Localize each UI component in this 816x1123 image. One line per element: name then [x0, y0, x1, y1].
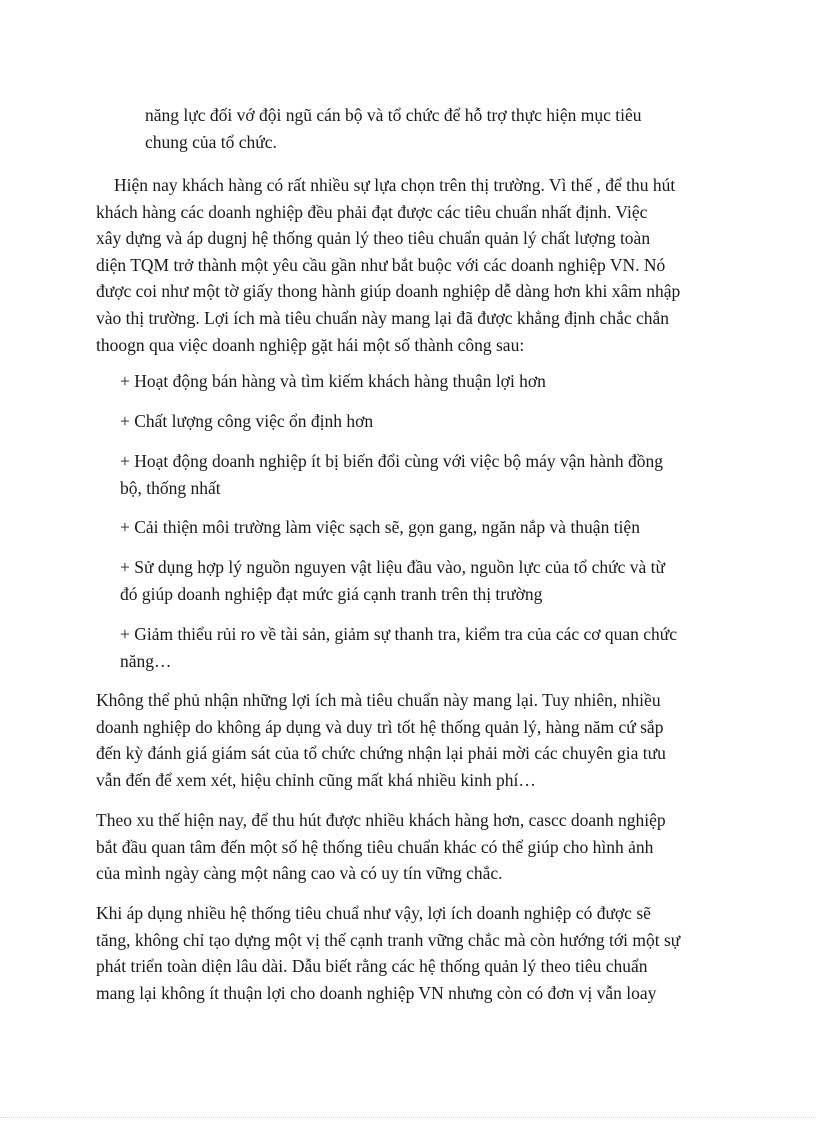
text-line: Không thể phủ nhận những lợi ích mà tiêu chuẩn này mang lại. Tuy nhiên, nhiều	[96, 690, 661, 710]
paragraph-continuation	[145, 102, 642, 155]
bullet-item	[120, 408, 373, 435]
text-line: diện TQM trở thành một yêu cầu gần như bắt buộc với các doanh nghiệp VN. Nó	[96, 254, 666, 275]
text-line: xây dựng và áp dugnj hệ thống quản lý theo tiêu chuẩn quản lý chất lượng toàn	[96, 228, 651, 249]
bullet-item	[120, 514, 640, 541]
text-line: khách hàng các doanh nghiệp đều phải đạt được các tiêu chuẩn nhất định. Việc	[96, 201, 648, 222]
text-line: Theo xu thế hiện nay, để thu hút được nhiều khách hàng hơn, cascc doanh nghiệp	[96, 810, 666, 830]
text-line: Hiện nay khách hàng có rất nhiều sự lựa chọn trên thị trường. Vì thế , để thu hút	[114, 175, 676, 195]
text-line: năng…	[120, 650, 172, 671]
text-line: bộ, thống nhất	[120, 477, 221, 498]
paragraph-body	[96, 687, 666, 793]
text-line: được coi như một tờ giấy thong hành giúp doanh nghiệp dễ dàng hơn khi xâm nhập	[96, 281, 681, 302]
bullet-item	[120, 448, 663, 501]
text-line: + Hoạt động bán hàng và tìm kiếm khách hàng thuận lợi hơn	[120, 371, 546, 391]
text-line: + Chất lượng công việc ổn định hơn	[120, 411, 374, 431]
bullet-item	[120, 554, 665, 607]
paragraph-body	[96, 900, 680, 1006]
text-line: phát triển toàn diện lâu dài. Dẫu biết rằng các hệ thống quản lý theo tiêu chuẩn	[96, 956, 648, 977]
text-line: đến kỳ đánh giá giám sát của tổ chức chứng nhận lại phải mời các chuyên gia tưu	[96, 743, 666, 764]
paragraph-body	[96, 807, 666, 887]
bullet-item	[120, 368, 546, 395]
text-line: vẫn đến để xem xét, hiệu chỉnh cũng mất khá nhiều kinh phí…	[96, 769, 536, 790]
text-line: doanh nghiệp do không áp dụng và duy trì tốt hệ thống quản lý, hàng năm cứ sắp	[96, 716, 664, 737]
bullet-item	[120, 621, 677, 674]
text-line: Khi áp dụng nhiều hệ thống tiêu chuẩ như vậy, lợi ích doanh nghiệp có được sẽ	[96, 903, 651, 923]
text-line: tăng, không chỉ tạo dựng một vị thế cạnh tranh vững chắc mà còn hướng tới một sự	[96, 929, 681, 950]
text-line: + Sử dụng hợp lý nguồn nguyen vật liệu đầu vào, nguồn lực của tổ chức và từ	[120, 557, 666, 577]
text-line: chung của tổ chức.	[145, 131, 277, 152]
text-line: vào thị trường. Lợi ích mà tiêu chuẩn này mang lại đã được khẳng định chắc chắn	[96, 307, 670, 328]
page-bottom-divider	[0, 1117, 816, 1118]
text-line: bắt đầu quan tâm đến một số hệ thống tiêu chuẩn khác có thể giúp cho hình ảnh	[96, 836, 654, 857]
text-line: đó giúp doanh nghiệp đạt mức giá cạnh tranh trên thị trường	[120, 583, 543, 604]
text-line: năng lực đối vớ đội ngũ cán bộ và tổ chức để hỗ trợ thực hiện mục tiêu	[145, 105, 642, 125]
text-line: của mình ngày càng một nâng cao và có uy tín vững chắc.	[96, 863, 503, 884]
text-line: + Giảm thiểu rủi ro về tài sản, giảm sự thanh tra, kiểm tra của các cơ quan chức	[120, 624, 678, 644]
text-line: + Hoạt động doanh nghiệp ít bị biến đổi cùng với việc bộ máy vận hành đồng	[120, 451, 664, 471]
text-line: + Cải thiện môi trường làm việc sạch sẽ, gọn gang, ngăn nắp và thuận tiện	[120, 517, 640, 537]
text-line: thoogn qua việc doanh nghiệp gặt hái một số thành công sau:	[96, 334, 525, 355]
paragraph-intro	[96, 172, 680, 358]
text-line: mang lại không ít thuận lợi cho doanh nghiệp VN nhưng còn có đơn vị vẫn loay	[96, 982, 657, 1003]
